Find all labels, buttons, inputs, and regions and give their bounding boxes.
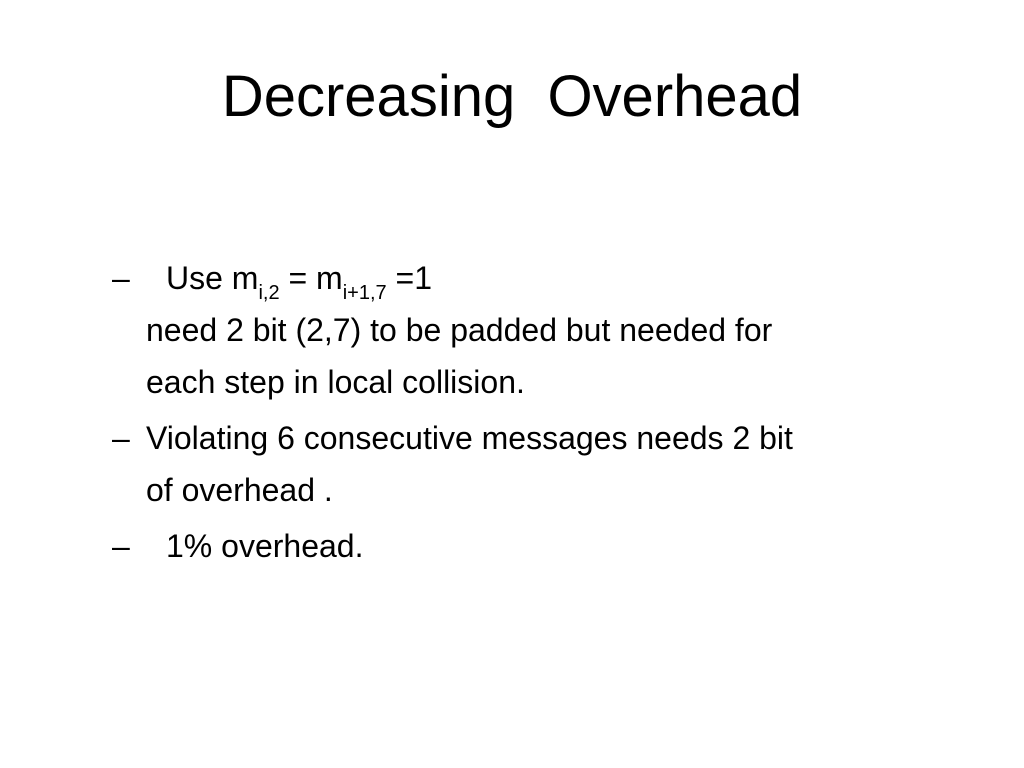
slide-title: Decreasing Overhead (221, 64, 803, 129)
equation-subscript-2: i+1,7 (342, 282, 387, 304)
bullet-3-line-1 (112, 520, 972, 572)
equation-suffix: =1 (386, 260, 433, 296)
bullet-dash: – (112, 420, 130, 456)
equation-prefix: Use m (166, 260, 259, 296)
bullet-1-equation (166, 252, 432, 304)
bullet-1-continuation-1: need 2 bit (2,7) to be padded but needed for (146, 312, 773, 348)
bullet-1-line-1 (112, 252, 972, 304)
equation-middle: = m (279, 260, 343, 296)
slide-body (112, 252, 972, 572)
bullet-1-line-2 (112, 304, 972, 356)
bullet-2-text-1: Violating 6 consecutive messages needs 2 bit (146, 420, 793, 456)
bullet-1-continuation-2: each step in local collision. (146, 364, 525, 400)
bullet-2-line-2 (112, 464, 972, 516)
bullet-1-line-3 (112, 356, 972, 408)
bullet-dash: – (112, 528, 130, 564)
bullet-2-line-1 (112, 412, 972, 464)
equation-subscript-1: i,2 (258, 282, 280, 304)
bullet-2-text-2: of overhead . (146, 472, 333, 508)
bullet-3-text: 1% overhead. (166, 528, 364, 564)
bullet-dash: – (112, 260, 130, 296)
